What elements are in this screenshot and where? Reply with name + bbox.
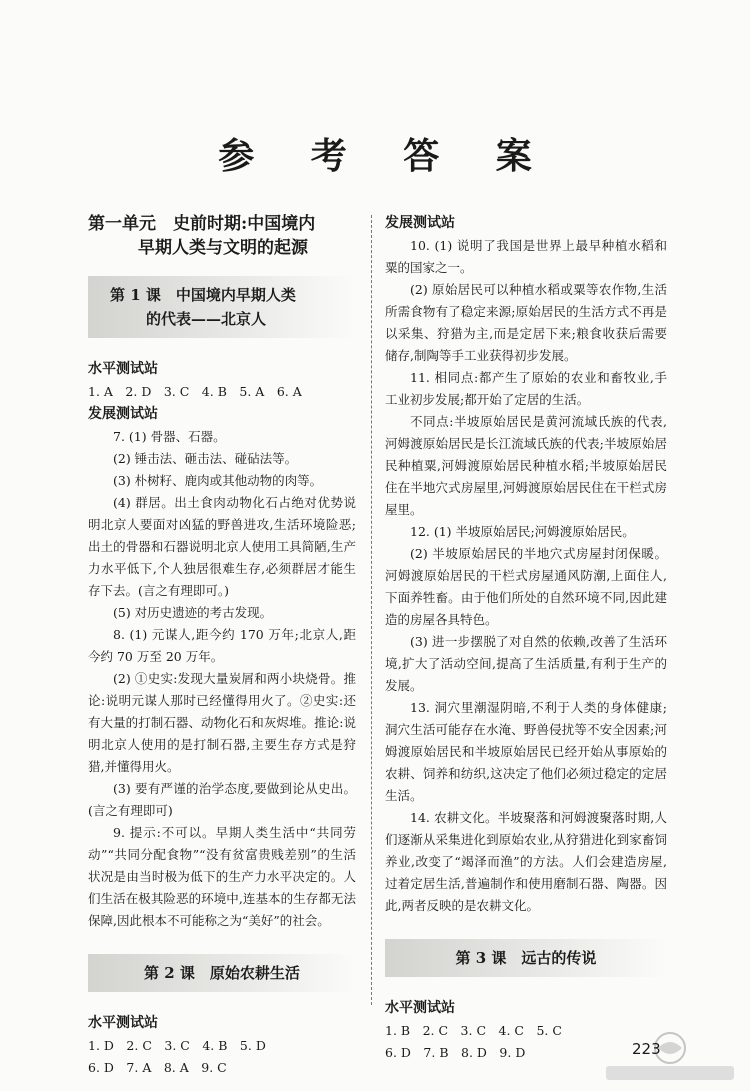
answer-8-2: (2) ①史实:发现大量炭屑和两小块烧骨。推论:说明元谋人那时已经懂得用火了。②史实:还有大量的打制石器、动物化石和灰烬堆。推论:说明北京人使用的是打制石器,主要生存方式是狩猎,并懂得用火。 [88,671,356,774]
page-title: 参 考 答 案 [218,135,554,177]
answer-8-3: (3) 要有严谨的治学态度,要做到论从史出。(言之有理即可) [88,781,356,818]
answer-8-1: 8. (1) 元谋人,距今约 170 万年;北京人,距今约 70 万至 20 万年。 [88,627,356,664]
answer-10-2: (2) 原始居民可以种植水稻或粟等农作物,生活所需食物有了稳定来源;原始居民的生活方式不再是以采集、狩猎为主,而是定居下来;粮食收获后需要储存,制陶等手工业获得初步发展。 [385,282,667,363]
lesson-2-header [88,954,356,992]
right-dev-test-heading: 发展测试站 [385,215,455,231]
lesson-3-level-test-heading: 水平测试站 [385,1000,455,1016]
unit-title-line-2: 早期人类与文明的起源 [138,238,308,258]
answer-9: 9. 提示:不可以。早期人类生活中“共同劳动”“共同分配食物”“没有贫富贵贱差别”的生活状况是由当时极为低下的生产力水平决定的。人们生活在极其险恶的环境中,连基本的生存都无法保障,因此根本不可能称之为“美好”的社会。 [88,825,356,928]
answer-7-5: (5) 对历史遗迹的考古发现。 [113,605,273,620]
left-column [88,212,356,1079]
level-test-heading: 水平测试站 [88,361,158,377]
answer-14: 14. 农耕文化。半坡聚落和河姆渡聚落时期,人们逐渐从采集进化到原始农业,从狩猎进化到家畜饲养业,改变了“竭泽而渔”的方法。人们会建造房屋,过着定居生活,普遍制作和使用磨制石器、陶器。因此,两者反映的是农耕文化。 [385,810,667,913]
lesson-3-header [385,939,667,977]
lesson-1-header [88,276,356,338]
answer-11-1: 11. 相同点:都产生了原始的农业和畜牧业,手工业初步发展;都开始了定居的生活。 [385,370,667,407]
column-divider [371,215,372,1005]
answer-10-1: 10. (1) 说明了我国是世界上最早种植水稻和粟的国家之一。 [385,238,667,275]
answer-12-2: (2) 半坡原始居民的半地穴式房屋封闭保暖。河姆渡原始居民的干栏式房屋通风防潮,上面住人,下面养牲畜。由于他们所处的自然环境不同,因此建造的房屋各具特色。 [385,546,667,627]
unit-title-line-1: 第一单元 史前时期:中国境内 [88,214,316,234]
lesson-2-level-test-heading: 水平测试站 [88,1015,158,1031]
answer-7-3: (3) 朴树籽、鹿肉或其他动物的肉等。 [113,473,323,488]
dev-test-heading: 发展测试站 [88,406,158,422]
answer-7-1: 7. (1) 骨器、石器。 [113,429,226,444]
answer-7-2: (2) 锤击法、砸击法、碰砧法等。 [113,451,298,466]
lesson-3-answers-line-1: 1. B 2. C 3. C 4. C 5. C [385,1023,562,1038]
lesson-2-answers-line-1: 1. D 2. C 3. C 4. B 5. D [88,1038,266,1053]
watermark-logo [600,1026,740,1084]
page-number: 223 [632,1040,661,1058]
answer-7-4: (4) 群居。出土食肉动物化石占绝对优势说明北京人要面对凶猛的野兽进攻,生活环境险恶;出土的骨器和石器说明北京人使用工具简陋,生产力水平低下,个人独居很难生存,必须群居才能生存下去。(言之有理即可。) [88,495,356,598]
answer-11-2: 不同点:半坡原始居民是黄河流域氏族的代表,河姆渡原始居民是长江流域氏族的代表;半坡原始居民种植粟,河姆渡原始居民种植水稻;半坡原始居民住在半地穴式房屋里,河姆渡原始居民住在干栏式房屋里。 [385,414,667,517]
answer-12-1: 12. (1) 半坡原始居民;河姆渡原始居民。 [410,524,635,539]
lesson-3-title: 第 3 课 远古的传说 [455,949,597,967]
answer-12-3: (3) 进一步摆脱了对自然的依赖,改善了生活环境,扩大了活动空间,提高了生活质量,有利于生产的发展。 [385,634,667,693]
unit-title [88,212,356,260]
answer-13: 13. 洞穴里潮湿阴暗,不利于人类的身体健康;洞穴生活可能存在水淹、野兽侵扰等不安全因素;河姆渡原始居民和半坡原始居民已经开始从事原始的农耕、饲养和纺织,这决定了他们必须过稳定的定居生活。 [385,700,667,803]
right-column [385,212,667,1064]
lesson-1-title-line-1: 第 1 课 中国境内早期人类 [110,286,296,304]
lesson-1-title-line-2: 的代表——北京人 [146,310,267,328]
level-test-answers: 1. A 2. D 3. C 4. B 5. A 6. A [88,384,302,399]
lesson-2-title: 第 2 课 原始农耕生活 [144,964,300,982]
lesson-3-answers-line-2: 6. D 7. B 8. D 9. D [385,1045,526,1060]
lesson-2-answers-line-2: 6. D 7. A 8. A 9. C [88,1060,227,1075]
